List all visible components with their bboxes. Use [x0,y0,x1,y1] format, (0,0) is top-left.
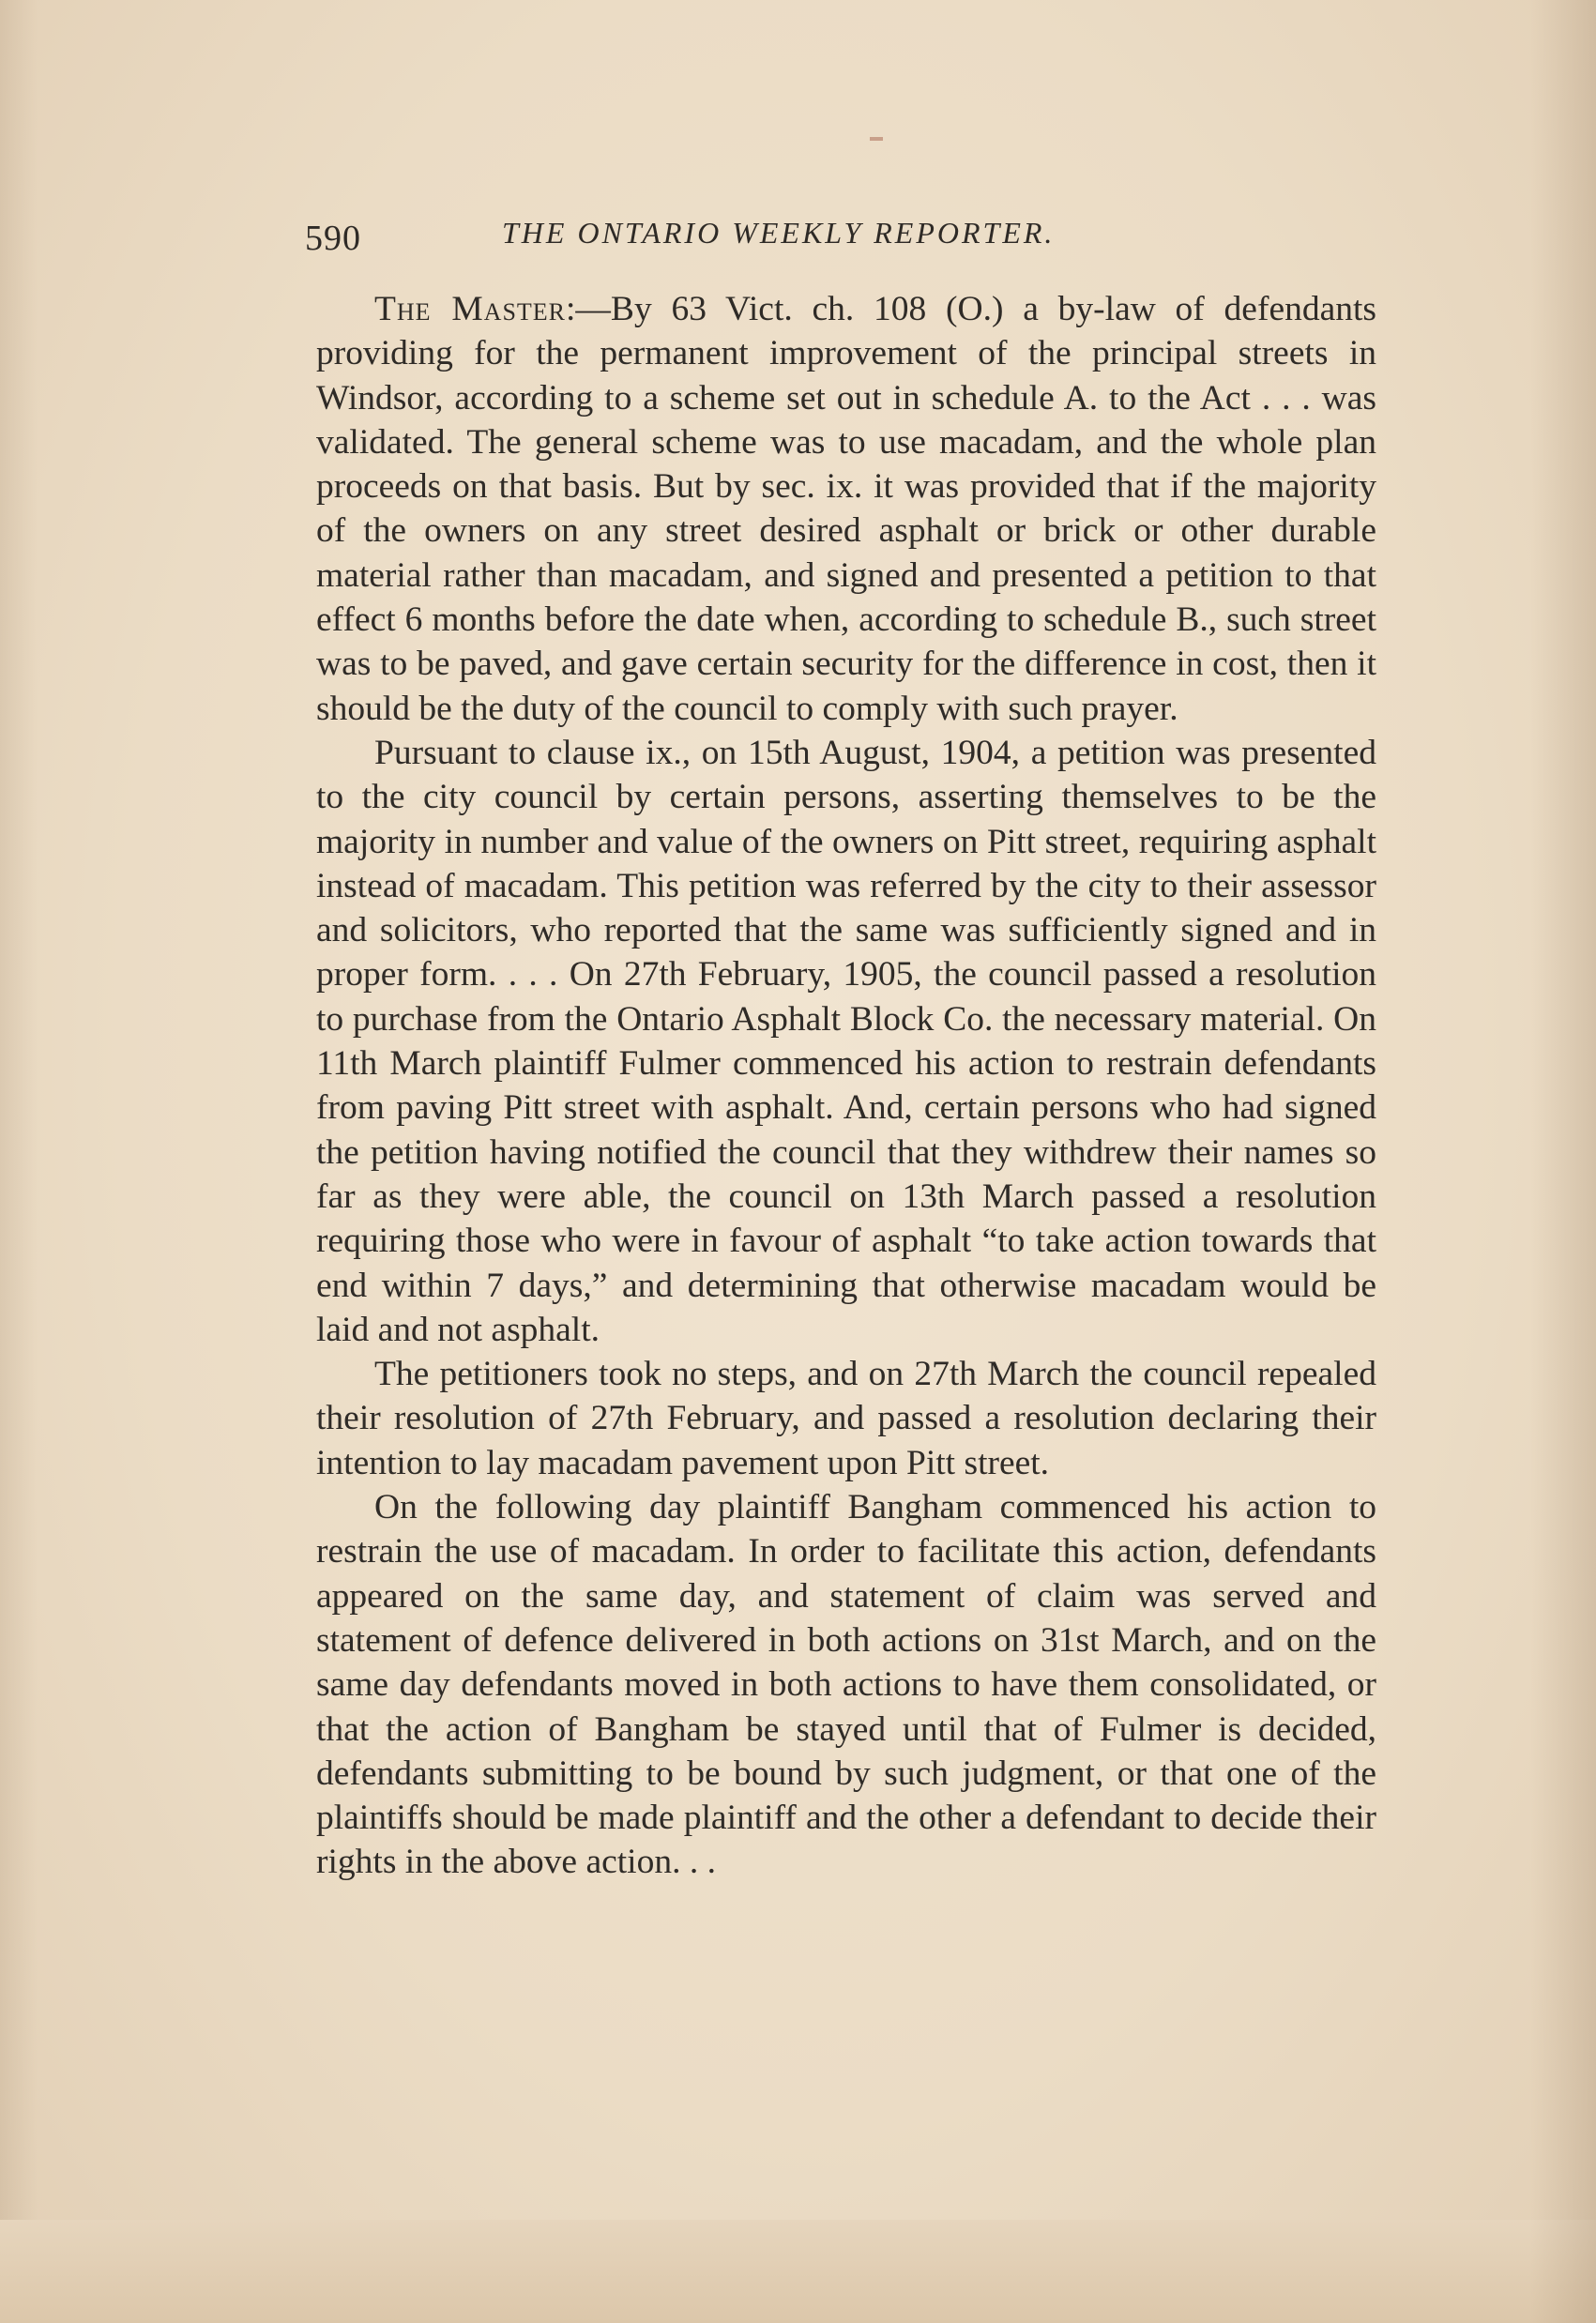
paragraph-2: Pursuant to clause ix., on 15th August, 1904, a petition was presented to the city council by certain persons, asserting themselves to be the majority in number and value of the owners on Pitt street, requiring asphalt instead of macadam. This petition was referred by the city to their assessor and solicitors, who reported that the same was sufficiently signed and in proper form. . . . On 27th February, 1905, the council passed a resolution to purchase from the Ontario Asphalt Block Co. the necessary material. On 11th March plaintiff Fulmer commenced his action to restrain defendants from paving Pitt street with asphalt. And, certain persons who had signed the petition having notified the council that they withdrew their names so far as they were able, the council on 13th March passed a resolution requiring those who were in favour of asphalt “to take action towards that end within 7 days,” and determining that otherwise macadam would be laid and not asphalt. [316,733,1376,1349]
ink-mark [870,137,883,141]
body-text [316,287,1376,1885]
paragraph-4: On the following day plaintiff Bangham commenced his action to restrain the use of macadam. In order to facilitate this action, defendants appeared on the same day, and statement of claim was served and statement of defence delivered in both actions on 31st March, and on the same day defendants moved in both actions to have them consolidated, or that the action of Bangham be stayed until that of Fulmer is decided, defendants submitting to be bound by such judgment, or that one of the plaintiffs should be made plaintiff and the other a defendant to decide their rights in the above action. . . [316,1488,1376,1882]
paragraph-3: The petitioners took no steps, and on 27th March the council repealed their resolution of 27th February, and passed a resolution declaring their intention to lay macadam pavement upon Pitt street. [316,1355,1376,1482]
paragraph-1-text: :—By 63 Vict. ch. 108 (O.) a by-law of defendants providing for the permanent improvement of the principal streets in Windsor, according to a scheme set out in schedule A. to the Act . . . was validated. The general scheme was to use macadam, and the whole plan proceeds on that basis. But by sec. ix. it was provided that if the majority of the owners on any street desired asphalt or brick or other durable material rather than macadam, and signed and presented a petition to that effect 6 months before the date when, according to schedule B., such street was to be paved, and gave certain security for the difference in cost, then it should be the duty of the council to comply with such prayer. [316,290,1376,728]
page-number: 590 [305,219,361,258]
paragraph-1 [316,287,1376,731]
speaker-label: The Master [374,290,567,328]
running-head [305,208,1384,265]
journal-title: THE ONTARIO WEEKLY REPORTER. [502,216,1056,250]
page-bottom-edge [0,2220,1596,2323]
